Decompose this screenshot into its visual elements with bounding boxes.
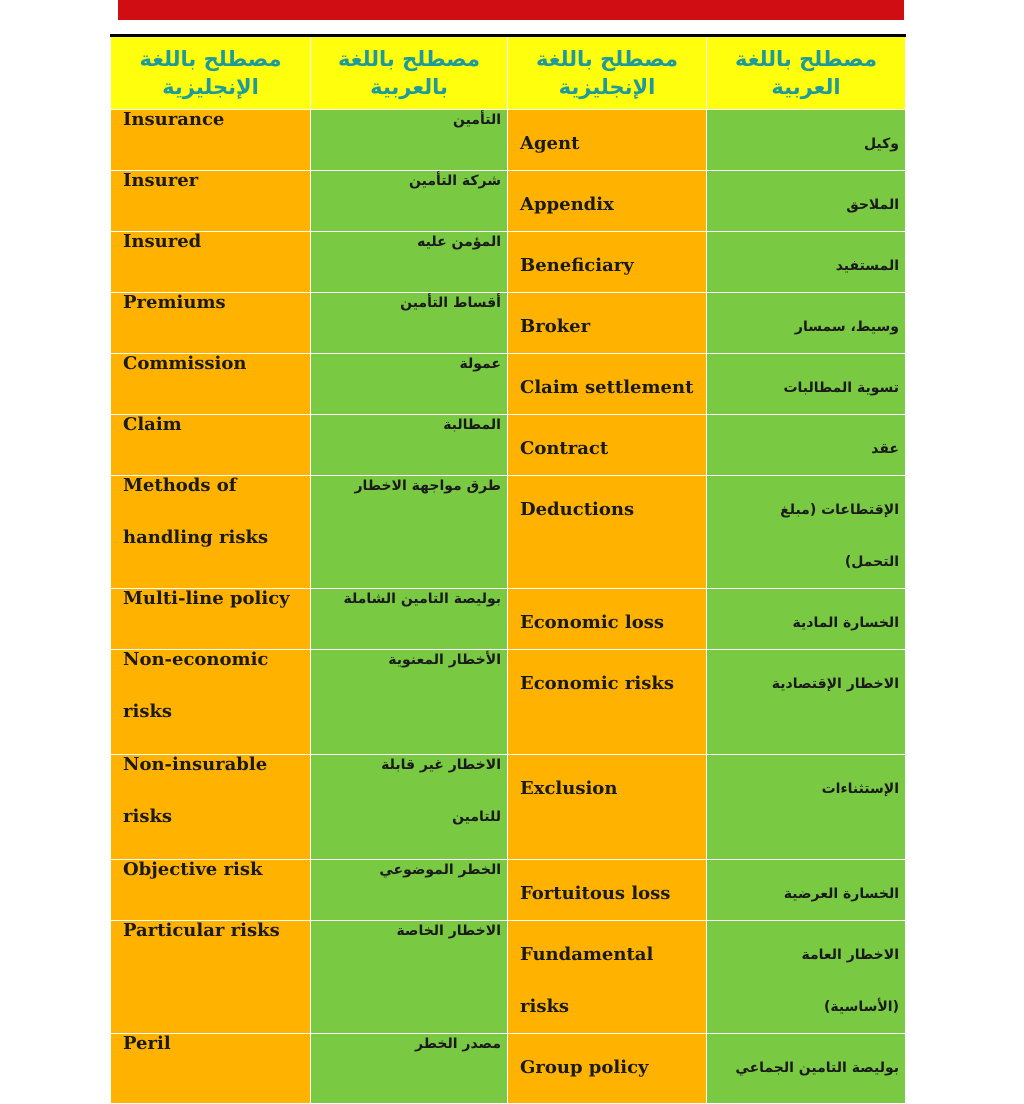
english-term-text: Appendix: [520, 194, 614, 215]
arabic-term-cell: [707, 650, 906, 755]
arabic-term-cell: [707, 755, 906, 860]
english-term-cell: [508, 589, 707, 650]
table-row: [111, 476, 906, 589]
english-term-text: Fortuitous loss: [520, 883, 671, 904]
english-term-cell: [111, 476, 311, 589]
arabic-term-text: الاخطار الخاصة: [396, 923, 501, 939]
english-term-text: Fundamental risks: [520, 944, 654, 1017]
arabic-term-text: التأمين: [452, 112, 501, 128]
arabic-term-text: الملاحق: [846, 197, 899, 213]
english-term-text: Premiums: [123, 292, 226, 313]
english-term-cell: [508, 921, 707, 1034]
arabic-term-text: المؤمن عليه: [417, 234, 501, 250]
english-term-text: Non-economic risks: [123, 649, 269, 722]
arabic-term-cell: [707, 476, 906, 589]
english-term-text: Claim settlement: [520, 377, 694, 398]
english-term-text: Particular risks: [123, 920, 280, 941]
arabic-term-text: الاخطار الإقتصادية: [771, 676, 899, 692]
english-term-cell: [508, 293, 707, 354]
english-term-text: Commission: [123, 353, 247, 374]
arabic-term-text: بوليصة التامين الشاملة: [343, 591, 501, 607]
arabic-term-text: وسيط، سمسار: [794, 319, 899, 335]
english-term-cell: [508, 650, 707, 755]
arabic-term-text: الاخطار غير قابلة للتامين: [381, 757, 501, 825]
english-term-text: Beneficiary: [520, 255, 634, 276]
english-term-text: Insured: [123, 231, 202, 252]
english-term-text: Economic risks: [520, 673, 674, 694]
english-term-cell: [508, 755, 707, 860]
table-row: [111, 1034, 906, 1104]
arabic-term-cell: [707, 415, 906, 476]
arabic-term-text: الخسارة المادية: [792, 615, 899, 631]
arabic-term-cell: [707, 1034, 906, 1104]
arabic-term-cell: [707, 589, 906, 650]
arabic-term-cell: [707, 171, 906, 232]
arabic-term-cell: [707, 921, 906, 1034]
arabic-term-text: الإقتطاعات (مبلغ التحمل): [780, 502, 899, 570]
english-term-cell: [111, 921, 311, 1034]
english-term-text: Objective risk: [123, 859, 263, 880]
arabic-term-text: الخطر الموضوعي: [379, 862, 501, 878]
title-banner: [118, 0, 904, 20]
arabic-term-text: مصدر الخطر: [415, 1036, 501, 1052]
english-term-cell: [508, 860, 707, 921]
arabic-term-text: طرق مواجهة الاخطار: [354, 478, 501, 494]
arabic-term-cell: [707, 232, 906, 293]
english-term-text: Group policy: [520, 1057, 649, 1078]
arabic-term-text: أقساط التأمين: [400, 295, 501, 311]
arabic-term-text: الأخطار المعنوية: [388, 652, 501, 668]
arabic-term-cell: [707, 860, 906, 921]
english-term-text: Multi-line policy: [123, 588, 290, 609]
arabic-term-text: الخسارة العرضية: [783, 886, 899, 902]
english-term-cell: [508, 171, 707, 232]
arabic-term-text: شركة التأمين: [409, 173, 501, 189]
english-term-text: Agent: [520, 133, 580, 154]
english-term-text: Deductions: [520, 499, 635, 520]
header-english-term-1: مصطلح باللغة الإنجليزية: [111, 36, 311, 110]
english-term-text: Insurance: [123, 109, 225, 130]
arabic-term-text: المطالبة: [443, 417, 501, 433]
english-term-text: Economic loss: [520, 612, 664, 633]
english-term-text: Exclusion: [520, 778, 618, 799]
header-english-term-2: مصطلح باللغة الإنجليزية: [508, 36, 707, 110]
english-term-text: Claim: [123, 414, 182, 435]
arabic-term-cell: [707, 110, 906, 171]
english-term-cell: [111, 1034, 311, 1104]
arabic-term-text: الاخطار العامة (الأساسية): [801, 947, 899, 1015]
english-term-text: Peril: [123, 1033, 171, 1054]
arabic-term-cell: [311, 476, 508, 589]
english-term-cell: [508, 232, 707, 293]
arabic-term-text: وكيل: [863, 136, 899, 152]
english-term-text: Non-insurable risks: [123, 754, 268, 827]
arabic-term-text: عمولة: [459, 356, 501, 372]
english-term-cell: [508, 415, 707, 476]
header-arabic-term-1: مصطلح باللغة بالعربية: [311, 36, 508, 110]
arabic-term-text: بوليصة التامين الجماعي: [735, 1060, 899, 1076]
arabic-term-text: تسوية المطالبات: [783, 380, 899, 396]
glossary-table: [110, 34, 906, 1104]
english-term-cell: [508, 476, 707, 589]
english-term-cell: [508, 1034, 707, 1104]
arabic-term-text: المستفيد: [835, 258, 899, 274]
table-row: [111, 921, 906, 1034]
header-arabic-term-2: مصطلح باللغة العربية: [707, 36, 906, 110]
arabic-term-cell: [707, 293, 906, 354]
english-term-text: Contract: [520, 438, 609, 459]
english-term-text: Methods of handling risks: [123, 475, 269, 548]
arabic-term-cell: [311, 1034, 508, 1104]
english-term-cell: [508, 110, 707, 171]
english-term-text: Insurer: [123, 170, 199, 191]
english-term-cell: [508, 354, 707, 415]
header-row: [111, 36, 906, 110]
arabic-term-cell: [311, 921, 508, 1034]
english-term-text: Broker: [520, 316, 591, 337]
arabic-term-cell: [707, 354, 906, 415]
arabic-term-text: الإستثناءات: [821, 781, 899, 797]
arabic-term-text: عقد: [871, 441, 899, 457]
